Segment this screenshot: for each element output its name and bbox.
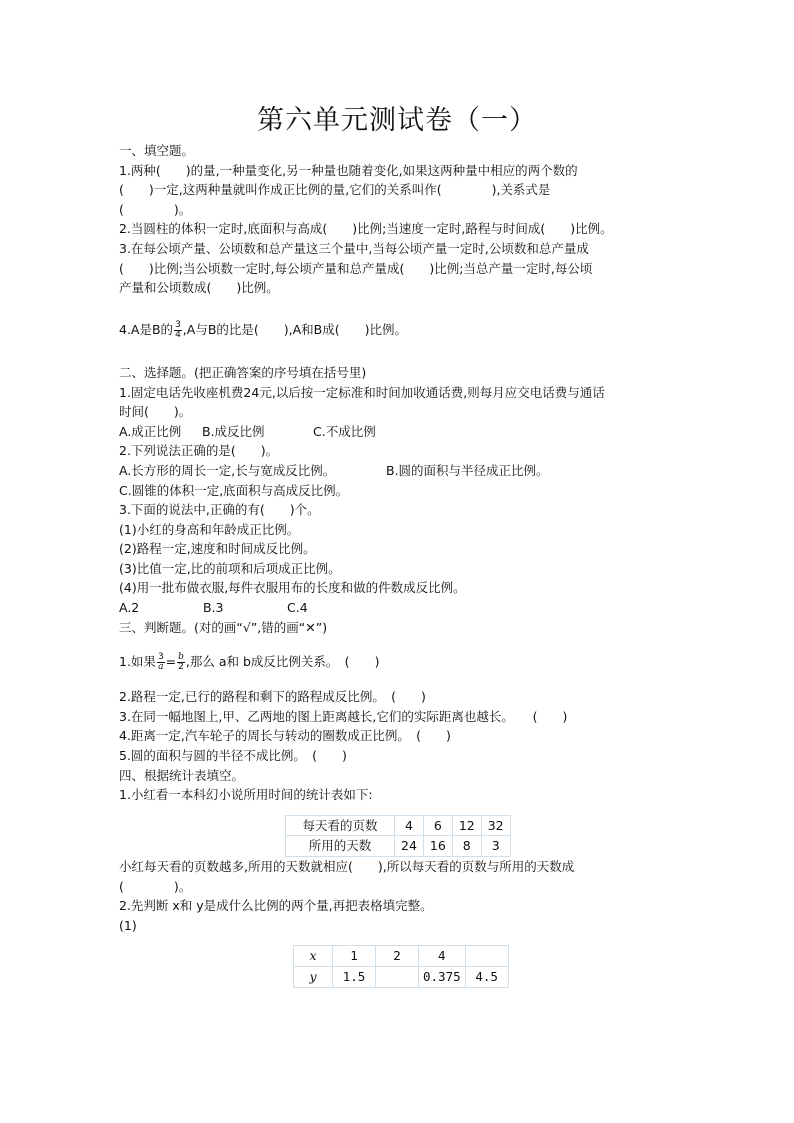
table-cell: 6 xyxy=(423,815,452,836)
table-row xyxy=(294,966,509,987)
option-b: B.成反比例 xyxy=(202,423,265,439)
table-cell: 16 xyxy=(423,836,452,857)
question-text: 3.在同一幅地图上,甲、乙两地的图上距离越长,它们的实际距离也越长。 ( ) xyxy=(119,708,568,724)
equals-sign: = xyxy=(165,654,177,670)
question-text: 产量和公顷数成( )比例。 xyxy=(119,280,279,296)
table-cell: 0.375 xyxy=(419,966,466,987)
fraction xyxy=(157,653,165,672)
reading-stats-table xyxy=(285,815,511,857)
table-cell xyxy=(376,966,419,987)
statement-item: (2)路程一定,速度和时间成反比例。 xyxy=(119,541,316,557)
table-row xyxy=(286,836,511,857)
options-row xyxy=(119,598,677,618)
statement-item: (3)比值一定,比的前项和后项成正比例。 xyxy=(119,560,341,576)
option-a: A.2 xyxy=(119,600,140,616)
option-b: B.圆的面积与半径成正比例。 xyxy=(386,462,549,478)
question-text: 1.固定电话先收座机费24元,以后按一定标准和时间加收通话费,则每月应交电话费与通话 xyxy=(119,384,605,400)
row-label: 每天看的页数 xyxy=(286,815,395,836)
section-heading: 四、根据统计表填空。 xyxy=(119,767,245,783)
question-fragment: ,A与B的比是( ),A和B成( )比例。 xyxy=(182,322,408,338)
section-heading: 二、选择题。(把正确答案的序号填在括号里) xyxy=(119,364,367,380)
question-fragment: 1.如果 xyxy=(119,654,156,670)
question-text: ( )。 xyxy=(119,201,192,217)
question-text: 2.下列说法正确的是( )。 xyxy=(119,443,279,459)
section-heading: 一、填空题。 xyxy=(119,143,195,158)
options-row xyxy=(119,461,677,481)
spacer xyxy=(119,675,677,687)
question-fragment: ,那么 a和 b成反比例关系。 ( ) xyxy=(185,654,380,670)
row-label: x xyxy=(294,946,333,967)
question-text: 2.先判断 x和 y是成什么比例的两个量,再把表格填完整。 xyxy=(119,898,433,914)
fraction xyxy=(174,321,182,340)
question-text: 5.圆的面积与圆的半径不成比例。 ( ) xyxy=(119,748,347,764)
fraction-numerator: 3 xyxy=(157,652,164,663)
question-text: 4.距离一定,汽车轮子的周长与转动的圈数成正比例。 ( ) xyxy=(119,728,451,744)
fraction-numerator: 3 xyxy=(175,320,181,331)
spacer xyxy=(119,637,677,649)
statement-item: (4)用一批布做衣服,每件衣服用布的长度和做的件数成反比例。 xyxy=(119,580,466,596)
table-row xyxy=(286,815,511,836)
question-text: 2.路程一定,已行的路程和剩下的路程成反比例。 ( ) xyxy=(119,689,426,705)
question-text: 3.下面的说法中,正确的有( )个。 xyxy=(119,502,320,518)
table-row xyxy=(294,946,509,967)
row-label: 所用的天数 xyxy=(286,836,395,857)
option-c: C.不成比例 xyxy=(313,423,376,439)
fraction-numerator: b xyxy=(178,652,184,663)
table-cell: 4 xyxy=(395,815,424,836)
question-text: 3.在每公顷产量、公顷数和总产量这三个量中,当每公顷产量一定时,公顷数和总产量成 xyxy=(119,240,589,256)
option-c: C.4 xyxy=(287,600,308,616)
table-cell: 1.5 xyxy=(333,966,376,987)
fraction-denominator: a xyxy=(158,662,164,673)
page-title: 第六单元测试卷（一） xyxy=(257,105,537,136)
spacer xyxy=(119,343,677,363)
option-c: C.圆锥的体积一定,底面积与高成反比例。 xyxy=(119,482,349,498)
worksheet-content xyxy=(119,141,677,988)
option-a: A.长方形的周长一定,长与宽成反比例。 xyxy=(119,462,336,478)
table-cell: 3 xyxy=(481,836,510,857)
table-cell: 1 xyxy=(333,946,376,967)
option-b: B.3 xyxy=(203,600,224,616)
sub-question-label: (1) xyxy=(119,917,137,933)
question-text: 1.小红看一本科幻小说所用时间的统计表如下: xyxy=(119,787,373,803)
section-heading: 三、判断题。(对的画“√”,错的画“✕”) xyxy=(119,619,328,635)
question-text: ( )比例;当公顷数一定时,每公顷产量和总产量成( )比例;当总产量一定时,每公顷 xyxy=(119,260,593,276)
options-row xyxy=(119,422,677,442)
spacer xyxy=(119,298,677,318)
question-text: 2.当圆柱的体积一定时,底面积与高成( )比例;当速度一定时,路程与时间成( )比例。 xyxy=(119,221,613,237)
option-a: A.成正比例 xyxy=(119,423,182,439)
table-cell: 24 xyxy=(395,836,424,857)
question-text: ( )。 xyxy=(119,878,192,894)
question-text xyxy=(119,649,677,675)
table-cell: 8 xyxy=(452,836,481,857)
fraction-denominator: 2 xyxy=(178,662,184,673)
question-text: ( )一定,这两种量就叫作成正比例的量,它们的关系叫作( ),关系式是 xyxy=(119,182,551,198)
fraction xyxy=(177,653,185,672)
question-text: 1.两种( )的量,一种量变化,另一种量也随着变化,如果这两种量中相应的两个数的 xyxy=(119,162,578,178)
table-cell: 12 xyxy=(452,815,481,836)
question-text xyxy=(119,317,677,343)
row-label: y xyxy=(294,966,333,987)
table-cell: 2 xyxy=(376,946,419,967)
statement-item: (1)小红的身高和年龄成正比例。 xyxy=(119,521,300,537)
table-cell: 32 xyxy=(481,815,510,836)
xy-table xyxy=(293,945,509,987)
question-fragment: 4.A是B的 xyxy=(119,322,174,338)
fraction-denominator: 4 xyxy=(175,330,181,341)
question-text: 小红每天看的页数越多,所用的天数就相应( ),所以每天看的页数与所用的天数成 xyxy=(119,859,575,874)
table-cell: 4.5 xyxy=(465,966,508,987)
table-cell xyxy=(465,946,508,967)
question-text: 时间( )。 xyxy=(119,404,192,420)
table-cell: 4 xyxy=(419,946,466,967)
